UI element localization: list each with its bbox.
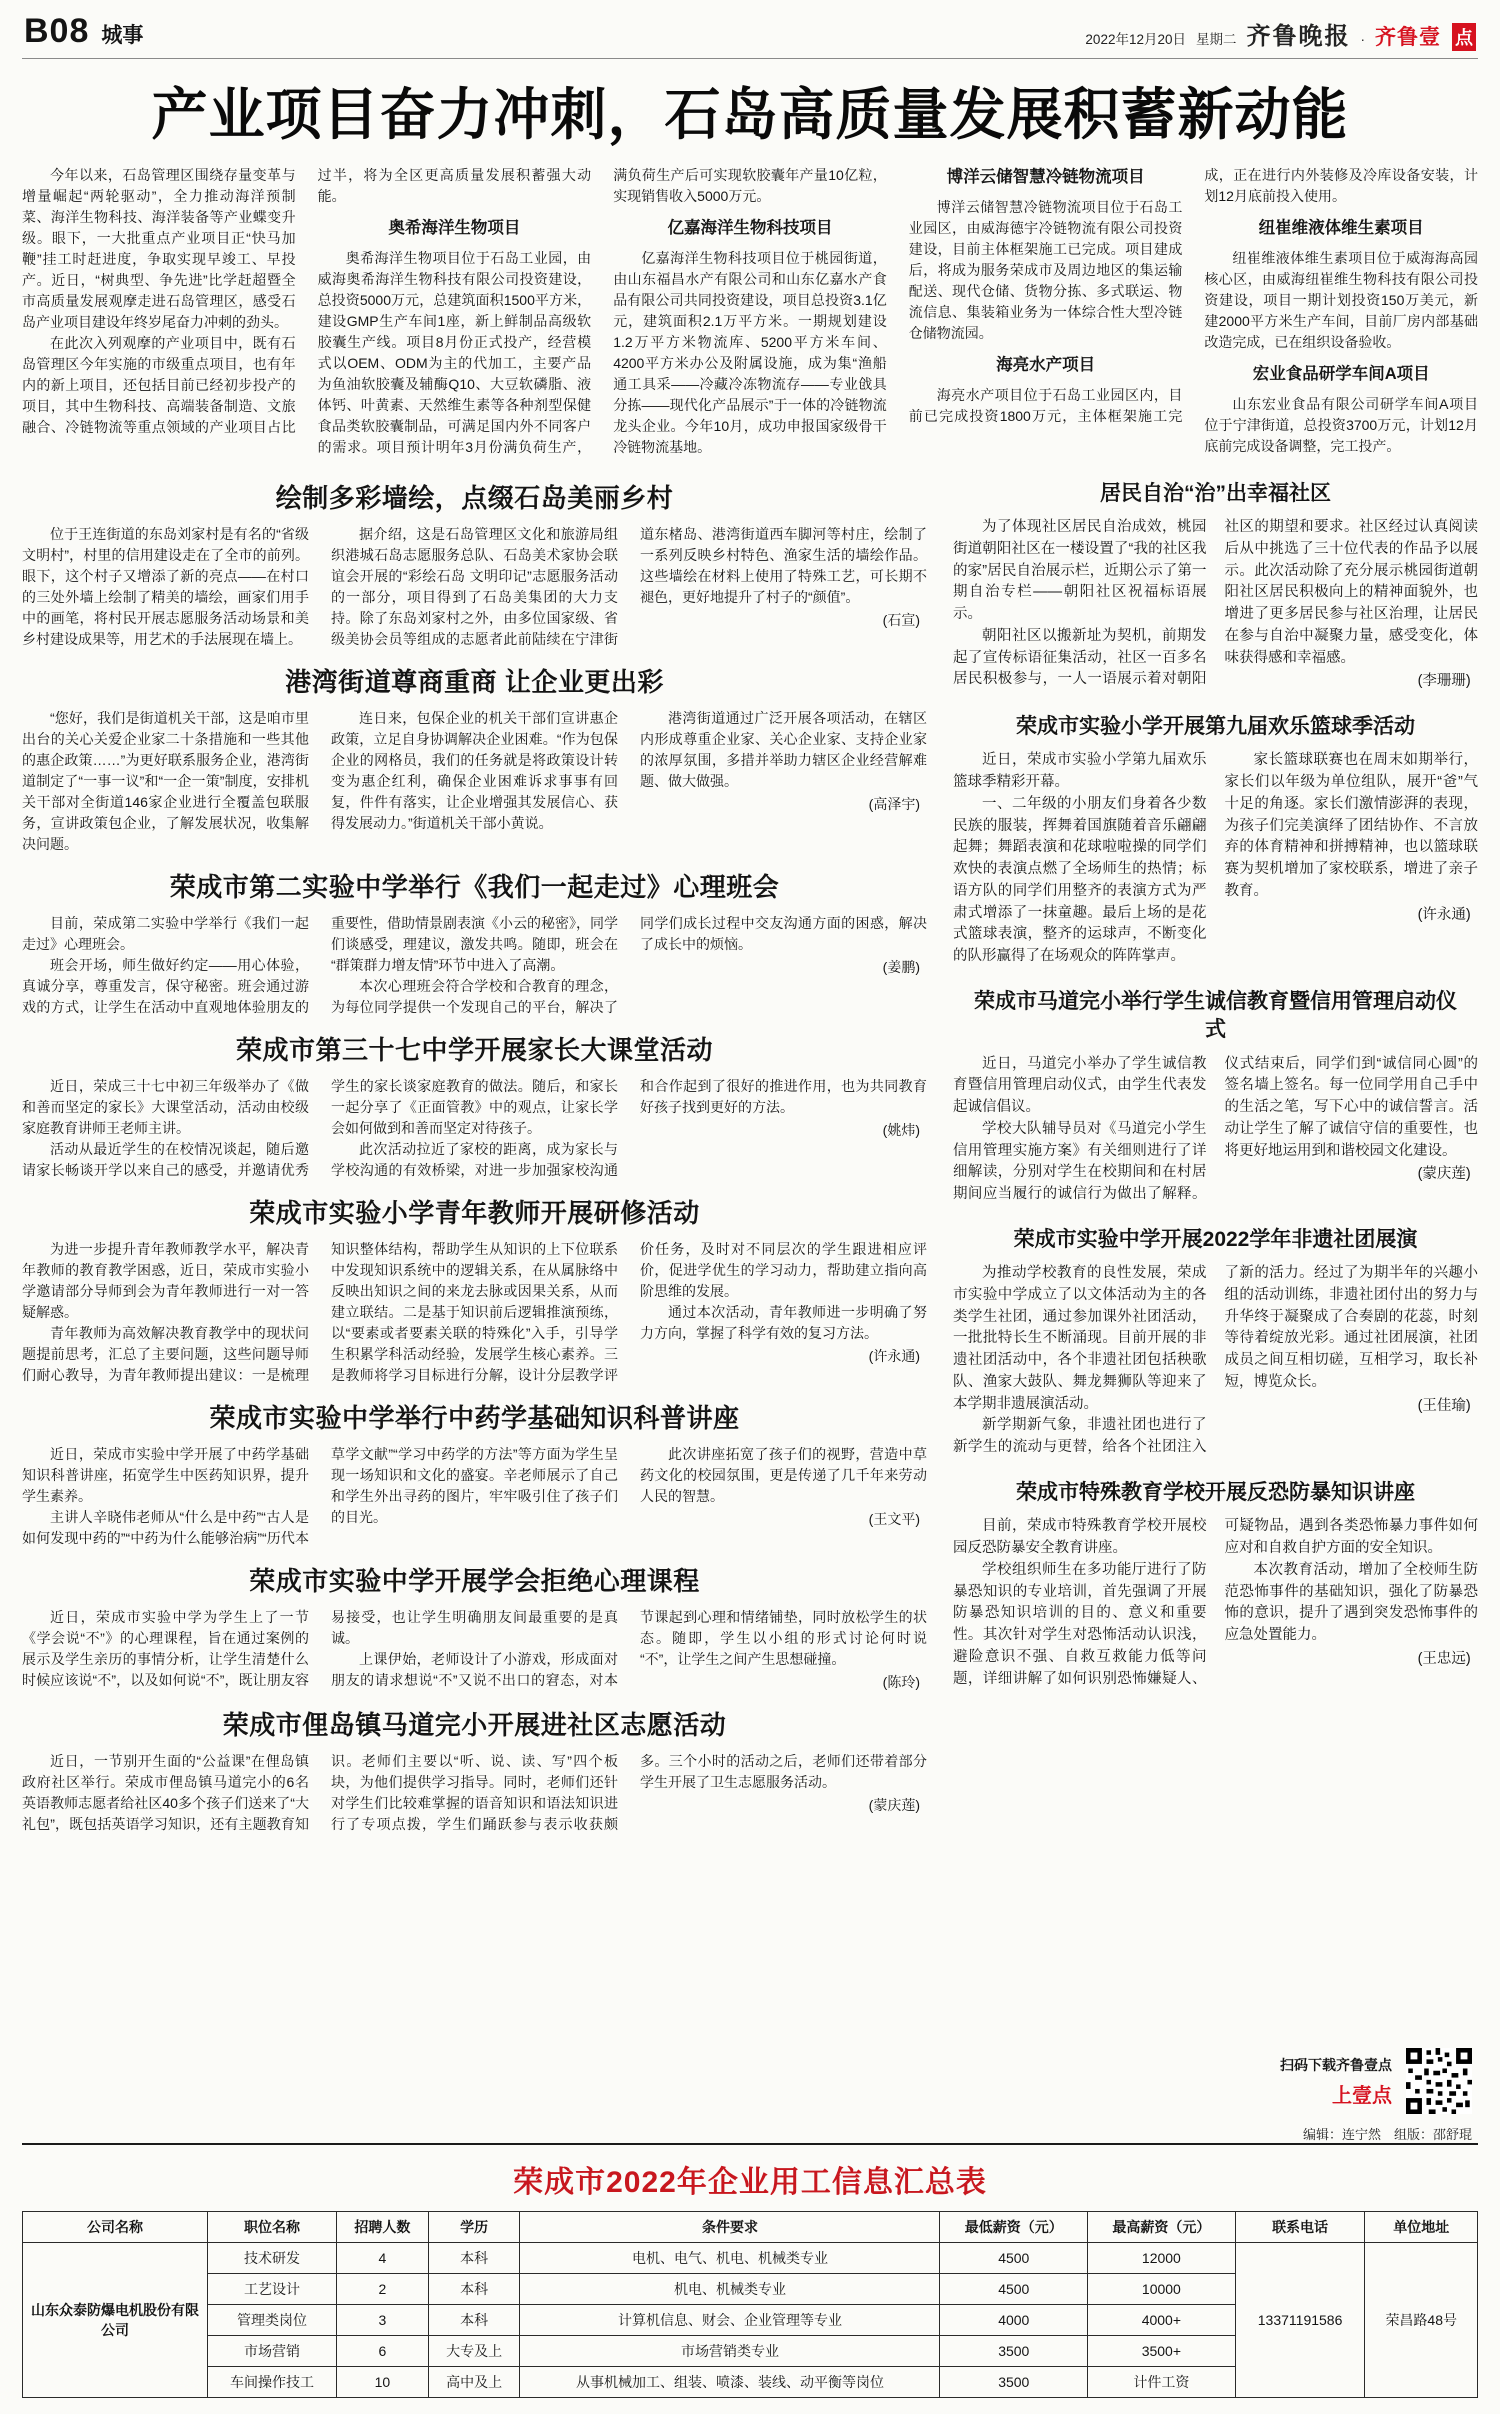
article-title: 居民自治“治”出幸福社区 xyxy=(1100,481,1331,505)
paragraph: 活动从最近学生的在校情况谈起，随后邀请家长畅谈开学以来自己的感受，并邀请优秀学生的家长谈家庭教育的做法。随后，和家长一起分享了《正面管教》中的观点，让家长学会如何做到和善而坚定对待孩子。 xyxy=(22,1077,618,1178)
project-subhead: 海亮水产项目 xyxy=(996,355,1096,374)
article-title: 港湾街道尊商重商 让企业更出彩 xyxy=(285,666,664,697)
max-salary-cell: 3500+ xyxy=(1088,2336,1236,2367)
qr-promo-text xyxy=(1280,2055,1392,2108)
project-subhead: 亿嘉海洋生物科技项目 xyxy=(667,219,833,237)
byline: (李珊珊) xyxy=(1417,673,1471,690)
main-headline: 产业项目奋力冲刺，石岛高质量发展积蓄新动能 xyxy=(151,85,1349,147)
max-salary-cell: 12000 xyxy=(1088,2243,1236,2274)
qr-caption: 扫码下载齐鲁壹点 xyxy=(1280,2056,1392,2073)
paragraph: 近日，一节别开生面的“公益课”在俚岛镇政府社区举行。荣成市俚岛镇马道完小的6名英语教师志愿者给社区40多个孩子们送来了“大礼包”，既包括英语学习知识，还有主题教育知识。老师们主要以“听、说、读、写”四个板块，为他们提供学习指导。同时，老师们还针对学生们比较难掌握的语音知识和语法知识进行了专项点拨，学生们踊跃参与表示收获颇多。三个小时的活动之后，老师们还带着部分学生开展了卫生志愿服务活动。 xyxy=(22,1752,927,1832)
article-parents-class xyxy=(22,1030,927,1181)
byline: (许永通) xyxy=(1417,906,1471,923)
table-row xyxy=(23,2243,1478,2274)
weekday-label: 星期二 xyxy=(1196,32,1237,47)
byline: (石宣) xyxy=(882,611,920,628)
right-article-column xyxy=(953,472,1478,2143)
article-basketball-season xyxy=(953,705,1478,968)
article-heritage-clubs xyxy=(953,1218,1478,1459)
education-cell: 本科 xyxy=(428,2243,520,2274)
article-body xyxy=(22,1239,927,1386)
phone-cell: 13371191586 xyxy=(1235,2243,1365,2398)
min-salary-cell: 4500 xyxy=(940,2274,1088,2305)
max-salary-cell: 计件工资 xyxy=(1088,2367,1236,2398)
paragraph: 亿嘉海洋生物科技项目位于桃园街道，由山东福昌水产有限公司和山东亿嘉水产食品有限公司共同投资建设，项目总投资3.1亿元，建筑面积2.1万平方米。一期规划建设1.2万平方米物流库、5200平方米车间、4200平方米办公及附属设施，成为集“渔船通工具采——冷藏冷冻物流存——专业戗具分拣——现代化产品展示”于一体的冷链物流龙头企业。今年10月，成功申报国家级骨干冷链物流基地。 xyxy=(613,249,887,455)
article-body xyxy=(22,1076,927,1181)
article-title: 荣成市俚岛镇马道完小开展进社区志愿活动 xyxy=(222,1709,727,1740)
paper-logo: 齐鲁晚报 xyxy=(1246,24,1351,50)
jobs-section xyxy=(22,2143,1478,2398)
paragraph: 为进一步提升青年教师教学水平，解决青年教师的教育教学困惑，近日，荣成市实验小学邀请部分导师到会为青年教师进行一对一答疑解惑。 xyxy=(22,1240,309,1320)
paragraph: 朝阳社区以搬新址为契机，前期发起了宣传标语征集活动，社区一百多名居民积极参与，一人一语展示着对朝阳社区的期望和要求。社区经过认真阅读后从中挑选了三十位代表的作品予以展示。此次活动除了充分展示桃园街道朝阳社区居民积极向上的精神面貌外，也增进了更多居民参与社区治理，让居民在参与自治中凝聚力量，感受变化，体味获得感和幸福感。 xyxy=(953,519,1478,688)
byline: (陈玲) xyxy=(882,1673,920,1690)
paragraph: 海亮水产项目位于石岛工业园区内，目前已完成投资1800万元，主体框架施工完成，正在进行内外装修及冷库设备安装，计划12月底前投入使用。 xyxy=(908,167,1478,424)
col-header-max-salary: 最高薪资（元） xyxy=(1088,2212,1236,2243)
col-header-education: 学历 xyxy=(428,2212,520,2243)
byline: (姜鹏) xyxy=(882,958,920,975)
paragraph: “您好，我们是街道机关干部，这是咱市里出台的关心关爱企业家二十条措施和一些其他的惠企政策……”为更好联系服务企业，港湾街道制定了“一事一议”和“一企一策”制度，安排机关干部对全街道146家企业进行全覆盖包联服务，宣讲政策包企业，了解发展状况，收集解决问题。 xyxy=(22,709,309,852)
col-header-count: 招聘人数 xyxy=(336,2212,428,2243)
education-cell: 本科 xyxy=(428,2274,520,2305)
min-salary-cell: 4000 xyxy=(940,2305,1088,2336)
paragraph: 位于王连街道的东岛刘家村是有名的“省级文明村”，村里的信用建设走在了全市的前列。眼下，这个村子又增添了新的亮点——在村口的三处外墙上绘制了精美的墙绘，画家们用手中的画笔，将村民开展志愿服务活动场景和美乡村建设成果等，用艺术的手法展现在墙上。 xyxy=(22,525,309,647)
paragraph: 一、二年级的小朋友们身着各少数民族的服装，挥舞着国旗随着音乐翩翩起舞；舞蹈表演和花球啦啦操的同学们欢快的表演点燃了全场师生的热情；标语方队的同学们用整齐的表演方式为严肃式增添了一抹童趣。最后上场的是花式篮球表演，整齐的运球声，不断变化的队形赢得了在场观众的阵阵掌声。 xyxy=(953,795,1207,965)
article-title: 荣成市第二实验中学举行《我们一起走过》心理班会 xyxy=(169,871,780,902)
page-number: B08 xyxy=(24,12,90,50)
requirements-cell: 从事机械加工、组装、喷漆、装线、动平衡等岗位 xyxy=(520,2367,940,2398)
min-salary-cell: 3500 xyxy=(940,2367,1088,2398)
paragraph: 目前，荣成第二实验中学举行《我们一起走过》心理班会。 xyxy=(22,914,309,952)
article-body xyxy=(22,913,927,1018)
paragraph: 奥希海洋生物项目位于石岛工业园，由威海奥希海洋生物科技有限公司投资建设，总投资5000万元，总建筑面积1500平方米，建设GMP生产车间1座，新上鲜制品高级软胶囊生产线。项目8月份正式投产，经营模式以OEM、ODM为主的代加工，主要产品为鱼油软胶囊及辅酶Q10、大豆软磷脂、液体钙、叶黄素、天然维生素等各种剂型保健食品类软胶囊制品，可满足国内外不同客户的需求。项目预计明年3月份满负荷生产，满负荷生产后可实现软胶囊年产量10亿粒，实现销售收入5000万元。 xyxy=(317,167,887,455)
position-cell: 管理类岗位 xyxy=(208,2305,337,2336)
position-cell: 市场营销 xyxy=(208,2336,337,2367)
requirements-cell: 市场营销类专业 xyxy=(520,2336,940,2367)
position-cell: 技术研发 xyxy=(208,2243,337,2274)
education-cell: 大专及上 xyxy=(428,2336,520,2367)
article-title: 荣成市实验中学开展2022学年非遗社团展演 xyxy=(1013,1227,1418,1251)
paragraph: 为推动学校教育的良性发展，荣成市实验中学成立了以文体活动为主的各类学生社团，通过参加课外社团活动，一批批特长生不断涌现。目前开展的非遗社团活动中，各个非遗社团包括秧歌队、渔家大鼓队、舞龙舞狮队等迎来了本学期非遗展演活动。 xyxy=(953,1265,1207,1412)
byline: (许永通) xyxy=(868,1347,920,1364)
paragraph: 本次教育活动，增加了全校师生防范恐怖事件的基础知识，强化了防暴恐怖的意识，提升了遇到突发恐怖事件的应急处置能力。 xyxy=(1224,1561,1478,1644)
top-article xyxy=(22,165,1478,458)
article-body xyxy=(953,1516,1478,1690)
qr-promo-block xyxy=(953,2038,1478,2118)
paragraph: 家长篮球联赛也在周末如期举行，家长们以年级为单位组队，展开“爸”气十足的角逐。家长们激情澎湃的表现，为孩子们完美演绎了团结协作、不言放弃的体育精神和拼搏精神，也以篮球联赛为契机增加了家校联系，增进了亲子教育。 xyxy=(1224,752,1478,899)
paragraph: 通过本次活动，青年教师进一步明确了努力方向，掌握了科学有效的复习方法。 xyxy=(640,1303,927,1341)
editor-credits: 编辑：连宁然 组版：邵舒琨 xyxy=(1302,2127,1472,2142)
article-title: 荣成市实验小学开展第九届欢乐篮球季活动 xyxy=(1016,715,1415,739)
byline: (姚炜) xyxy=(882,1121,920,1138)
article-body xyxy=(22,524,927,650)
article-herbal-lecture xyxy=(22,1398,927,1549)
jobs-table-title: 荣成市2022年企业用工信息汇总表 xyxy=(513,2166,987,2199)
article-body xyxy=(953,1263,1478,1459)
paragraph: 山东宏业食品有限公司研学车间A项目位于宁津街道，总投资3700万元，计划12月底前完成设备调整，完工投产。 xyxy=(1204,395,1478,454)
col-header-address: 单位地址 xyxy=(1365,2212,1478,2243)
paragraph: 主讲人辛晓伟老师从“什么是中药”“古人是如何发现中药的”“中药为什么能够治病”“历代本草学文献”“学习中药学的方法”等方面为学生呈现一场知识和文化的盛宴。辛老师展示了自己和学生外出寻药的图片，牢牢吸引住了孩子们的目光。 xyxy=(22,1445,618,1546)
article-title: 荣成市实验中学开展学会拒绝心理课程 xyxy=(249,1565,700,1596)
count-cell: 4 xyxy=(336,2243,428,2274)
paragraph: 纽崔维液体维生素项目位于威海海高园核心区，由威海纽崔维生物科技有限公司投资建设，项目一期计划投资150万美元，新建2000平方米生产车间，目前厂房内部基础改造完成，已在组织设备验收。 xyxy=(1204,249,1478,350)
project-subhead: 博洋云储智慧冷链物流项目 xyxy=(946,168,1145,186)
article-body xyxy=(22,708,927,855)
paragraph: 近日，荣成市实验中学为学生上了一节《学会说“不”》的心理课程，旨在通过案例的展示及学生亲历的事情分析，让学生清楚什么时候应该说“不”，以及如何说“不”，既让朋友容易接受，也让学生明确朋友间最重要的是真诚。 xyxy=(22,1608,618,1688)
byline: (王忠远) xyxy=(1417,1650,1471,1667)
education-cell: 高中及上 xyxy=(428,2367,520,2398)
paragraph: 此次活动拉近了家校的距离，成为家长与学校沟通的有效桥梁，对进一步加强家校沟通和合作起到了很好的推进作用，也为共同教育好孩子找到更好的方法。 xyxy=(331,1077,927,1178)
article-title: 荣成市实验中学举行中药学基础知识科普讲座 xyxy=(209,1402,740,1433)
article-body xyxy=(953,517,1478,693)
article-title: 荣成市第三十七中学开展家长大课堂活动 xyxy=(235,1034,713,1065)
paragraph: 近日，荣成三十七中初三年级举办了《做和善而坚定的家长》大课堂活动，活动由校级家庭教育讲师王老师主讲。 xyxy=(22,1077,309,1136)
min-salary-cell: 4500 xyxy=(940,2243,1088,2274)
paragraph: 近日，荣成市实验中学开展了中药学基础知识科普讲座，拓宽学生中医药知识界，提升学生素养。 xyxy=(22,1445,309,1504)
article-body xyxy=(953,750,1478,968)
qr-code-icon xyxy=(1406,2048,1472,2114)
count-cell: 3 xyxy=(336,2305,428,2336)
paragraph: 此次讲座拓宽了孩子们的视野，营造中草药文化的校园氛围，更是传递了几千年来劳动人民的智慧。 xyxy=(640,1445,927,1504)
article-community-volunteer xyxy=(22,1705,927,1835)
paragraph: 在此次入列观摩的产业项目中，既有石岛管理区今年实施的市级重点项目，也有年内的新上项目，还包括目前已经初步投产的项目，其中生物科技、高端装备制造、文旅融合、冷链物流等重点领域的产业项目占比过半，将为全区更高质量发展积蓄强大动能。 xyxy=(22,167,592,435)
byline: (蒙庆莲) xyxy=(868,1796,920,1813)
article-title: 荣成市特殊教育学校开展反恐防暴知识讲座 xyxy=(1016,1480,1415,1504)
article-psychology-class xyxy=(22,867,927,1018)
project-subhead: 奥希海洋生物项目 xyxy=(388,219,521,237)
min-salary-cell: 3500 xyxy=(940,2336,1088,2367)
article-title: 绘制多彩墙绘，点缀石岛美丽乡村 xyxy=(275,482,674,513)
requirements-cell: 机电、机械类专业 xyxy=(520,2274,940,2305)
article-title: 荣成市马道完小举行学生诚信教育暨信用管理启动仪式 xyxy=(974,989,1457,1042)
article-gangwan-business xyxy=(22,662,927,855)
paragraph: 班会开场，师生做好约定——用心体验，真诚分享，尊重发言，保守秘密。班会通过游戏的方式，让学生在活动中直观地体验朋友的重要性，借助情景剧表演《小云的秘密》，同学们谈感受，理建议，激发共鸣。随即，班会在“群策群力增友情”环节中进入了高潮。 xyxy=(22,914,618,1015)
paragraph: 学校组织师生在多功能厅进行了防暴恐知识的专业培训，首先强调了开展防暴恐知识培训的目的、意义和重要性。其次针对学生对恐怖活动认识浅，避险意识不强、自救互救能力低等问题，详细讲解了如何识别恐怖嫌疑人、可疑物品，遇到各类恐怖暴力事件如何应对和自救自护方面的安全知识。 xyxy=(953,1518,1478,1687)
project-subhead: 纽崔维液体维生素项目 xyxy=(1258,219,1424,237)
qr-slogan: 上壹点 xyxy=(1332,2084,1392,2107)
brand-name: 齐鲁壹 xyxy=(1375,26,1441,49)
byline: (王文平) xyxy=(868,1510,920,1527)
count-cell: 10 xyxy=(336,2367,428,2398)
masthead xyxy=(22,10,1478,59)
article-body xyxy=(953,1054,1478,1206)
count-cell: 2 xyxy=(336,2274,428,2305)
date-label: 2022年12月20日 xyxy=(1085,32,1186,47)
article-refusal-course xyxy=(22,1561,927,1693)
address-cell: 荣昌路48号 xyxy=(1365,2243,1478,2398)
article-body xyxy=(22,1607,927,1693)
masthead-left xyxy=(24,12,143,51)
paragraph: 连日来，包保企业的机关干部们宣讲惠企政策，立足自身协调解决企业困难。“作为包保企业的网格员，我们的任务就是将政策设计转变为惠企红利，确保企业困难诉求事事有回复，件件有落实，让企业增强其发展信心、获得发展动力。”街道机关干部小黄说。 xyxy=(331,709,618,831)
col-header-min-salary: 最低薪资（元） xyxy=(940,2212,1088,2243)
paragraph: 本次心理班会符合学校和合教育的理念，为每位同学提供一个发现自己的平台，解决了同学们成长过程中交友沟通方面的困惑，解决了成长中的烦恼。 xyxy=(331,914,927,1015)
article-resident-autonomy xyxy=(953,472,1478,693)
article-murals xyxy=(22,478,927,650)
count-cell: 6 xyxy=(336,2336,428,2367)
brand-separator: · xyxy=(1360,32,1365,47)
brand-logo-box: 点 xyxy=(1452,23,1476,51)
paragraph: 博洋云储智慧冷链物流项目位于石岛工业园区，由威海德宇冷链物流有限公司投资建设，目前主体框架施工已完成。项目建成后，将成为服务荣成市及周边地区的集运输配送、现代仓储、货物分拣、多式联运、物流信息、集装箱业务为一体综合性大型冷链仓储物流园。 xyxy=(908,198,1183,341)
byline: (蒙庆莲) xyxy=(1417,1166,1471,1183)
section-name: 城事 xyxy=(101,24,144,47)
paragraph: 目前，荣成市特殊教育学校开展校园反恐防暴安全教育讲座。 xyxy=(953,1518,1207,1557)
requirements-cell: 计算机信息、财会、企业管理等专业 xyxy=(520,2305,940,2336)
article-anti-terror-lecture xyxy=(953,1471,1478,1690)
col-header-position: 职位名称 xyxy=(208,2212,337,2243)
project-subhead: 宏业食品研学车间A项目 xyxy=(1252,364,1430,383)
byline: (王佳瑜) xyxy=(1417,1397,1471,1414)
table-header-row xyxy=(23,2212,1478,2243)
paragraph: 据介绍，这是石岛管理区文化和旅游局组织港城石岛志愿服务总队、石岛美术家协会联谊会开展的“彩绘石岛 文明印记”志愿服务活动的一部分，项目得到了石岛美集团的大力支持。除了东岛刘家村之外，由多位国家级、省级美协会员等组成的志愿者此前陆续在宁津街道东楮岛、港湾街道西车脚河等村庄，绘制了一系列反映乡村特色、渔家生活的墙绘作品。这些墙绘在材料上使用了特殊工艺，可长期不褪色，更好地提升了村子的“颜值”。 xyxy=(331,525,927,647)
max-salary-cell: 10000 xyxy=(1088,2274,1236,2305)
education-cell: 本科 xyxy=(428,2305,520,2336)
left-article-column xyxy=(22,472,927,2143)
paragraph: 近日，马道完小举办了学生诚信教育暨信用管理启动仪式，由学生代表发起诚信倡议。 xyxy=(953,1055,1207,1116)
article-body xyxy=(22,1751,927,1835)
col-header-company: 公司名称 xyxy=(23,2212,208,2243)
article-body xyxy=(22,1444,927,1549)
paragraph: 为了体现社区居民自治成效，桃园街道朝阳社区在一楼设置了“我的社区我的家”居民自治展示栏，近期公示了第一期自治专栏——朝阳社区祝福标语展示。 xyxy=(953,519,1207,623)
paragraph: 今年以来，石岛管理区围绕存量变革与增量崛起“两轮驱动”，全力推动海洋预制菜、海洋生物科技、海洋装备等产业蝶变升级。眼下，一大批重点产业项目正“快马加鞭”挂工时赶进度，争取实现早竣工、早投产。近日，“树典型、争先进”比学赶超暨全市高质量发展观摩走进石岛管理区，感受石岛产业项目建设年终岁尾奋力冲刺的劲头。 xyxy=(22,167,296,330)
company-cell: 山东众泰防爆电机股份有限公司 xyxy=(23,2243,208,2398)
paragraph: 青年教师为高效解决教育教学中的现状问题提前思考，汇总了主要问题，这些问题导师们耐心教导，为青年教师提出建议：一是梳理知识整体结构，帮助学生从知识的上下位联系中发现知识系统中的逻辑关系，在从属脉络中反映出知识之间的来龙去脉或因果关系，从而建立联结。二是基于知识前后逻辑推演预练，以“要素或者要素关联的特殊化”入手，引导学生积累学科活动经验，发展学生核心素养。三是教师将学习目标进行分解，设计分层教学评价任务，及时对不同层次的学生跟进相应评价，促进学优生的学习动力，帮助建立指向高阶思维的发展。 xyxy=(22,1240,927,1383)
col-header-requirements: 条件要求 xyxy=(520,2212,940,2243)
position-cell: 工艺设计 xyxy=(208,2274,337,2305)
paragraph: 港湾街道通过广泛开展各项活动，在辖区内形成尊重企业家、关心企业家、支持企业家的浓厚氛围，多措并举助力辖区企业经营解难题、做大做强。 xyxy=(640,709,927,789)
paragraph: 近日，荣成市实验小学第九届欢乐篮球季精彩开幕。 xyxy=(953,752,1207,791)
max-salary-cell: 4000+ xyxy=(1088,2305,1236,2336)
col-header-phone: 联系电话 xyxy=(1235,2212,1365,2243)
paragraph: 学校大队辅导员对《马道完小学生信用管理实施方案》有关细则进行了详细解读，分别对学生在校期间和在村居期间应当履行的诚信行为做出了解释。仪式结束后，同学们到“诚信同心圆”的签名墙上签名。每一位同学用自己手中的生活之笔，写下心中的诚信誓言。活动让学生了解了诚信守信的重要性，也将更好地运用到和谐校园文化建设。 xyxy=(953,1055,1478,1203)
jobs-table xyxy=(22,2211,1478,2398)
article-teacher-training xyxy=(22,1193,927,1386)
position-cell: 车间操作技工 xyxy=(208,2367,337,2398)
middle-region xyxy=(22,472,1478,2143)
requirements-cell: 电机、电气、机电、机械类专业 xyxy=(520,2243,940,2274)
top-article-body xyxy=(22,165,1478,458)
article-integrity-ceremony xyxy=(953,980,1478,1206)
byline: (高泽宇) xyxy=(868,795,920,812)
article-title: 荣成市实验小学青年教师开展研修活动 xyxy=(249,1197,700,1228)
paragraph: 新学期新气象，非遗社团也进行了新学生的流动与更替，给各个社团注入了新的活力。经过了为期半年的兴趣小组的活动训练，非遗社团付出的努力与升华终于凝聚成了合奏剧的花蕊，时刻等待着绽放光彩。通过社团展演，社团成员之间互相切磋，互相学习，取长补短，博览众长。 xyxy=(953,1265,1478,1456)
masthead-right xyxy=(1085,16,1476,51)
paragraph: 上课伊始，老师设计了小游戏，形成面对朋友的请求想说“不”又说不出口的窘态，对本节课起到心理和情绪铺垫，同时放松学生的状态。随即，学生以小组的形式讨论何时说“不”，让学生之间产生思想碰撞。 xyxy=(331,1608,927,1688)
